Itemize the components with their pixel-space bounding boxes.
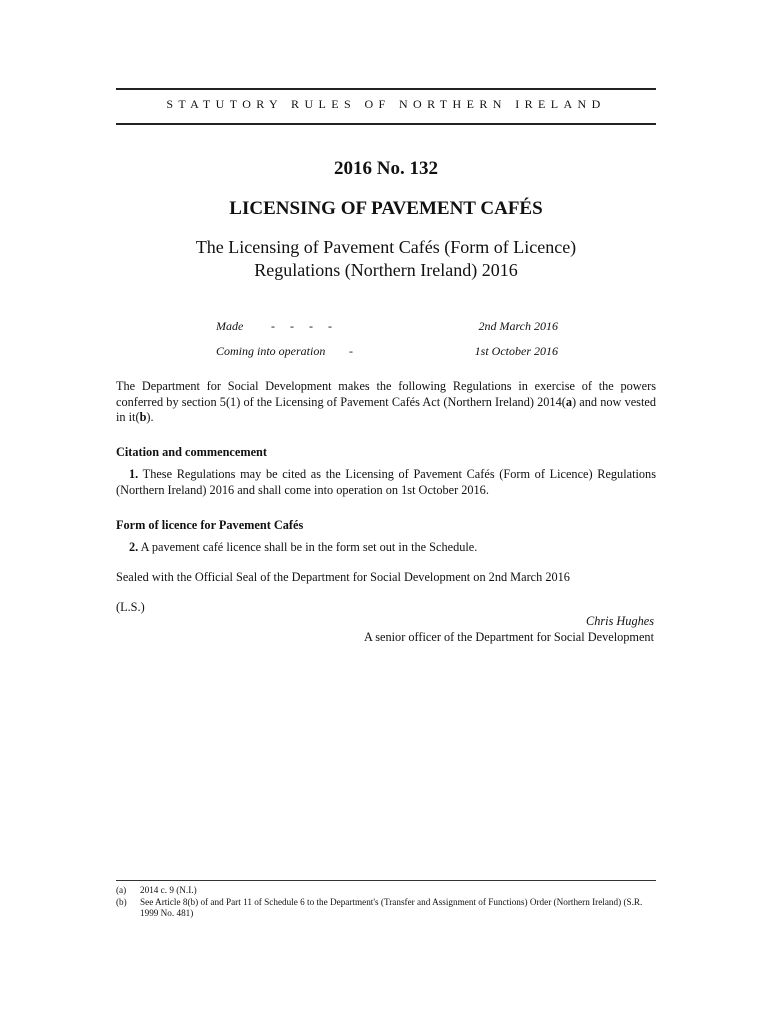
signatory-role: A senior officer of the Department for Social Development (363, 630, 654, 644)
citation-heading: Citation and commencement (116, 445, 267, 459)
regulation-2-text: A pavement café licence shall be in the form set out in the Schedule. (138, 540, 478, 554)
series-title: STATUTORY RULES OF NORTHERN IRELAND (166, 97, 606, 111)
coming-value: 1st October 2016 (474, 344, 558, 358)
coming-dash: - (349, 344, 353, 358)
made-dashes: - - - - (271, 319, 332, 333)
title-line-1: The Licensing of Pavement Cafés (Form of Licence) (195, 237, 577, 257)
regulation-1-text: These Regulations may be cited as the Licensing of Pavement Cafés (Form of Licence) Regulations (Northern Ireland) 2016 and shall come into operation on 1st October 2016. (116, 467, 656, 497)
form-heading: Form of licence for Pavement Cafés (116, 518, 304, 532)
regulation-1-number: 1. (129, 467, 139, 481)
regulation-2 (116, 540, 656, 556)
regulation-1 (116, 467, 656, 498)
footnote-ref-a[interactable]: a (565, 394, 572, 409)
title-line-2: Regulations (Northern Ireland) 2016 (254, 260, 518, 280)
made-label: Made (216, 319, 244, 333)
subject-heading: LICENSING OF PAVEMENT CAFÉS (229, 198, 543, 219)
instrument-title (116, 236, 656, 282)
made-value: 2nd March 2016 (478, 319, 558, 333)
seal-mark: (L.S.) (116, 600, 145, 614)
instrument-number: 2016 No. 132 (334, 158, 438, 179)
top-rule (116, 88, 656, 90)
series-rule (116, 123, 656, 125)
footnote-a-text: 2014 c. 9 (N.I.) (140, 885, 197, 895)
regulation-2-number: 2. (129, 540, 139, 554)
footnote-a-mark: (a) (116, 885, 127, 895)
coming-label: Coming into operation (216, 344, 326, 358)
footnote-rule (116, 880, 656, 881)
footnote-b-text: See Article 8(b) of and Part 11 of Schedule 6 to the Department's (Transfer and Assignment of Functions) Order (Northern Ireland) (S.R. 1999 No. 481) (140, 897, 643, 918)
sealing-clause: Sealed with the Official Seal of the Department for Social Development on 2nd March 2016 (116, 570, 570, 584)
preamble-text-2: ) and now vested in it( (116, 394, 656, 424)
signatory-name: Chris Hughes (586, 614, 654, 628)
footnote-ref-b[interactable]: b (139, 410, 147, 424)
document-page (116, 0, 656, 1024)
preamble-text-3: ). (146, 410, 154, 424)
footnote-b-mark: (b) (116, 897, 127, 907)
preamble-text: The Department for Social Development makes the following Regulations in exercise of the powers conferred by section 5(1) of the Licensing of Pavement Cafés Act (Northern Ireland) 2014( (116, 379, 656, 409)
preamble (116, 379, 656, 426)
